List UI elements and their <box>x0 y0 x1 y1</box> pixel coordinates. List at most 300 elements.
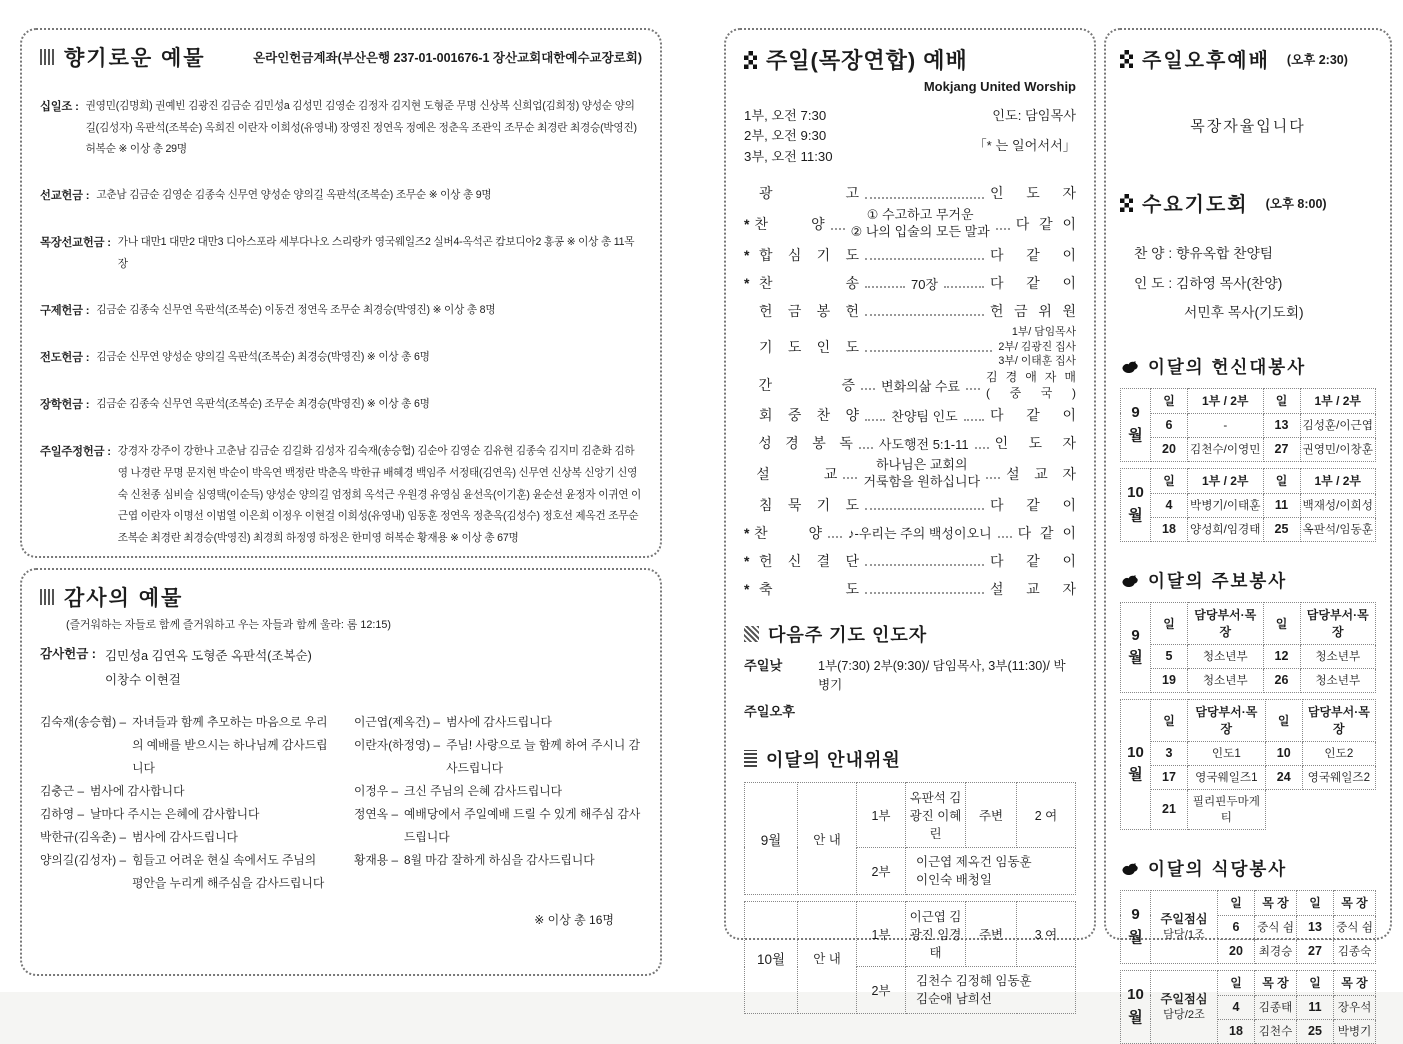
dedication-title: 이달의 헌신대봉사 <box>1148 356 1307 377</box>
servers-cell: 백재성/이희성 <box>1300 493 1376 517</box>
col-header: 담당부서·목장 <box>1188 699 1266 741</box>
note <box>354 849 642 872</box>
wednesday-time: (오후 8:00) <box>1265 196 1327 211</box>
ushers-table <box>744 901 1076 1014</box>
dept-cell: 청소년부 <box>1188 644 1264 668</box>
order-row-benediction <box>744 575 1076 603</box>
dotted-leader <box>859 438 873 449</box>
next-week-day-row <box>744 655 1076 693</box>
order-label: 침 묵 기 도 <box>759 496 859 513</box>
prayer-leader-2: 2부/ 김광진 집사 <box>998 340 1076 353</box>
order-row-commitment <box>744 547 1076 575</box>
dotted-leader <box>865 188 984 199</box>
duty-cell: 안 내 <box>798 902 857 1014</box>
day-cell: 19 <box>1151 668 1188 692</box>
servers-cell: 양성희/임경태 <box>1188 517 1264 541</box>
note <box>354 780 642 803</box>
dining-table-sep <box>1120 890 1376 964</box>
empty-cell <box>1302 789 1375 829</box>
thanks-total: ※ 이상 총 16명 <box>534 912 614 927</box>
col-header: 일 <box>1151 468 1188 493</box>
hymn-number: 70장 <box>910 276 939 292</box>
col-header: 목 장 <box>1334 970 1376 995</box>
order-row-silent-prayer <box>744 491 1076 519</box>
wednesday-title: 수요기도회 <box>1142 194 1249 216</box>
order-label: 헌 신 결 단 <box>759 552 859 569</box>
col-header: 일 <box>1151 388 1188 413</box>
thanks-verse: (즐거워하는 자들로 함께 즐거워하고 우는 자들과 함께 울라: 롬 12:15) <box>66 619 391 631</box>
offering-label: 십일조 : <box>40 101 79 113</box>
ushers-header <box>744 746 1076 772</box>
dove-icon <box>1120 572 1139 589</box>
note-who: 이근엽(제옥건) – <box>354 714 441 729</box>
note-who: 김하영 – <box>40 806 85 821</box>
service-part: 1부 <box>857 902 906 967</box>
day-cell: 21 <box>1151 789 1188 829</box>
dove-icon <box>1120 358 1139 375</box>
worship-title: 주일(목장연합) 예배 <box>766 48 968 73</box>
dept-cell: 청소년부 <box>1300 644 1376 668</box>
thanks-notes-right <box>354 711 642 895</box>
dept-cell: 영국웨일즈1 <box>1188 765 1266 789</box>
dining-table-oct <box>1120 970 1376 1044</box>
note-who: 황재용 – <box>354 852 399 867</box>
offering-label: 전도헌금 : <box>40 351 90 364</box>
dept-cell: 영국웨일즈2 <box>1302 765 1375 789</box>
month-unit: 월 <box>1128 649 1143 667</box>
stand-note: 「* 는 일어서서」 <box>973 138 1076 154</box>
lunch-duty-cell <box>1151 970 1218 1043</box>
note <box>354 711 642 734</box>
offering-label: 구제헌금 : <box>40 304 90 317</box>
offering-label: 장학헌금 : <box>40 398 90 411</box>
dining-title: 이달의 식당봉사 <box>1148 858 1288 879</box>
table-row <box>1121 468 1376 493</box>
order-row-prayer-leading <box>744 325 1076 369</box>
next-week-header <box>744 621 1076 647</box>
thanks-names-line1: 김민성a 김연옥 도형준 옥판석(조복순) <box>104 649 312 663</box>
worship-meta <box>744 106 1076 167</box>
col-header: 일 <box>1263 602 1300 644</box>
offering-item-tithe <box>40 96 642 161</box>
note-text: 범사에 감사드립니다 <box>446 714 552 729</box>
mokjang-cell: 김종태 <box>1255 995 1297 1019</box>
wednesday-header <box>1120 188 1376 217</box>
right-panel <box>1104 28 1392 1039</box>
service-time-1: 1부, 오전 7:30 <box>744 108 827 123</box>
thanks-header <box>40 582 642 612</box>
hatch-icon <box>744 626 759 642</box>
table-row <box>1121 741 1376 765</box>
prayer-leaders <box>998 325 1076 369</box>
col-header: 일 <box>1218 890 1255 915</box>
order-label: 광 고 <box>759 185 859 202</box>
bulletin-title: 이달의 주보봉사 <box>1148 570 1288 591</box>
day-cell: 4 <box>1218 995 1255 1019</box>
table-row <box>1121 437 1376 461</box>
order-label: 축 도 <box>759 580 859 597</box>
month-cell <box>1121 468 1151 541</box>
next-week-section <box>744 621 1076 720</box>
usher-names: 이근엽 김광진 임경태 <box>906 902 966 967</box>
checker-icon <box>1120 194 1133 212</box>
mokjang-cell: 최경승 <box>1255 939 1297 963</box>
dotted-leader <box>865 410 885 421</box>
table-row <box>1121 413 1376 437</box>
day-cell: 17 <box>1151 765 1188 789</box>
dedication-table-sep <box>1120 388 1376 462</box>
song-line2: ② 나의 입술의 모든 말과 <box>850 224 990 240</box>
day-cell: 24 <box>1265 765 1302 789</box>
note-text: 자녀들과 함께 추모하는 마음으로 우리의 예배를 받으시는 하나님께 감사드립니다 <box>132 714 328 775</box>
extra-count: 2 여 <box>1017 782 1076 847</box>
worship-leader: 인도: 담임목사 <box>992 108 1076 123</box>
order-label: 회 중 찬 양 <box>759 407 859 424</box>
servers-cell: - <box>1188 413 1264 437</box>
next-week-label: 주일낮 <box>744 657 783 673</box>
day-cell: 20 <box>1151 437 1188 461</box>
note <box>40 803 328 826</box>
offering-names: 가나 대만1 대만2 대만3 디아스포라 세부다나오 스리랑카 영국웨일즈2 실버4-옥석곤 캄보디아2 홍콩 ※ 이상 총 11목장 <box>117 236 635 270</box>
servers-cell: 박병기/이태훈 <box>1188 493 1264 517</box>
note <box>40 780 328 803</box>
service-time-2: 2부, 오전 9:30 <box>744 128 827 144</box>
day-cell: 13 <box>1263 413 1300 437</box>
day-cell: 5 <box>1151 644 1188 668</box>
day-cell: 27 <box>1297 939 1334 963</box>
star: * <box>744 216 750 233</box>
dotted-leader <box>996 219 1010 230</box>
next-week-label: 주일오후 <box>744 703 795 719</box>
dotted-leader <box>964 410 984 421</box>
thanks-title: 감사의 예물 <box>64 587 184 610</box>
day-cell: 10 <box>1265 741 1302 765</box>
dotted-leader <box>865 500 984 511</box>
offering-names: 김금순 김종숙 신무연 옥판석(조복순) 조무순 최경승(박영진) ※ 이상 총 6명 <box>96 397 430 410</box>
order-row-congregation-praise <box>744 401 1076 429</box>
offering-label: 선교헌금 : <box>40 190 90 203</box>
afternoon-note: 목장자율입니다 <box>1190 118 1306 135</box>
offering-names: 고춘남 김금순 김영순 김종숙 신무연 양성순 양의길 옥판석(조복순) 조무순 ※ 이상 총 9명 <box>96 189 492 202</box>
online-account: 온라인헌금계좌(부산은행 237-01-001676-1 장산교회대한예수교장로회) <box>253 51 642 65</box>
day-cell: 27 <box>1263 437 1300 461</box>
service-times <box>744 106 833 167</box>
dept-cell: 청소년부 <box>1188 668 1264 692</box>
month-cell: 10월 <box>745 902 798 1014</box>
afternoon-header <box>1120 44 1376 73</box>
mokjang-cell: 박병기 <box>1334 1019 1376 1043</box>
month-unit: 월 <box>1128 426 1143 444</box>
col-header: 일 <box>1263 468 1300 493</box>
wednesday-leader2: 서민후 목사(기도회) <box>1184 305 1304 321</box>
order-label: 기 도 인 도 <box>759 338 859 355</box>
note <box>354 734 642 780</box>
order-detail <box>851 207 990 241</box>
col-header: 일 <box>1151 699 1188 741</box>
bulletin-table-sep <box>1120 602 1376 693</box>
sermon-title <box>863 457 980 491</box>
day-cell: 6 <box>1218 915 1255 939</box>
checker-icon <box>1120 50 1133 68</box>
lunch-duty-cell <box>1151 890 1218 963</box>
note <box>40 711 328 780</box>
note <box>40 826 328 849</box>
ushers-section <box>744 746 1076 1015</box>
duty-cell: 안 내 <box>798 782 857 894</box>
order-row-announcements <box>744 179 1076 207</box>
table-row <box>1121 668 1376 692</box>
day-cell: 4 <box>1151 493 1188 517</box>
offerings-header <box>40 42 642 72</box>
order-of-worship <box>744 179 1076 603</box>
order-label: 간 증 <box>758 377 856 394</box>
mokjang-cell: 김종숙 <box>1334 939 1376 963</box>
month-unit: 월 <box>1128 928 1143 946</box>
star: * <box>744 275 750 292</box>
offering-names: 권영민(김명희) 권예빈 김광진 김금순 김민성a 김성민 김영순 김정자 김지현 도형준 무명 신상복 신희업(김희정) 양성순 양의길(김성자) 옥판석(조복순) 옥희진 이란자 이희성(유영내) 장영진 정연옥 정예은 정춘옥 조관익 조무순 최경란 최경승(박영진) 허복순 ※ 이상 총 29명 <box>85 100 637 156</box>
worship-panel <box>724 28 1096 1007</box>
wednesday-details <box>1134 239 1376 328</box>
col-header: 1부 / 2부 <box>1188 388 1264 413</box>
wednesday-praise: 찬 양 : 향유옥합 찬양팀 <box>1134 246 1274 261</box>
day-cell: 25 <box>1263 517 1300 541</box>
prayer-leader-1: 1부/ 담임목사 <box>1011 326 1076 339</box>
col-header: 1부 / 2부 <box>1300 388 1376 413</box>
prayer-leader-3: 3부/ 이태훈 집사 <box>998 355 1076 368</box>
thanks-offering-row <box>40 644 642 693</box>
dedication-table-oct <box>1120 468 1376 542</box>
note-text: 날마다 주시는 은혜에 감사합니다 <box>90 806 260 821</box>
table-row <box>1121 517 1376 541</box>
mokjang-cell: 중식 쉼 <box>1255 915 1297 939</box>
checker-icon <box>744 51 757 69</box>
col-header: 일 <box>1297 890 1334 915</box>
stripes-icon <box>40 49 55 65</box>
lunch-duty-line2: 담당/1조 <box>1163 928 1205 941</box>
col-header: 담당부서·목장 <box>1302 699 1375 741</box>
order-row-united-prayer <box>744 241 1076 269</box>
dotted-leader <box>944 278 984 289</box>
dedication-header <box>1120 354 1376 379</box>
scripture-reference: 사도행전 5:1-11 <box>878 436 969 452</box>
offering-names: 김금순 신무연 양성순 양의길 옥판석(조복순) 최경승(박영진) ※ 이상 총 6명 <box>96 350 430 363</box>
dotted-leader <box>865 556 984 567</box>
note-text: 크신 주님의 은혜 감사드립니다 <box>404 783 563 798</box>
note-text: 주님! 사랑으로 늘 함께 하여 주시니 감사드립니다 <box>446 737 640 775</box>
worship-header <box>744 44 1076 75</box>
note-text: 범사에 감사합니다 <box>90 783 185 798</box>
month-number: 9 <box>1131 906 1140 924</box>
day-cell: 6 <box>1151 413 1188 437</box>
offering-item-evangelism <box>40 347 642 370</box>
thanks-notes-left <box>40 711 328 895</box>
day-cell: 11 <box>1263 493 1300 517</box>
service-part: 2부 <box>857 967 906 1014</box>
order-by: 다 같 이 <box>1015 216 1077 233</box>
star: * <box>744 552 750 569</box>
dotted-leader <box>986 469 1000 480</box>
note-text: 힘들고 어려운 현실 속에서도 주님의 평안을 누리게 해주심을 감사드립니다 <box>132 852 325 890</box>
bulletin-table-oct <box>1120 699 1376 830</box>
extra-label: 주변 <box>966 902 1017 967</box>
day-cell: 3 <box>1151 741 1188 765</box>
day-cell: 20 <box>1218 939 1255 963</box>
month-unit: 월 <box>1128 766 1143 784</box>
testimony-by <box>986 369 1076 401</box>
mokjang-cell: 중식 쉼 <box>1334 915 1376 939</box>
bars-icon <box>744 750 757 767</box>
day-cell: 12 <box>1263 644 1300 668</box>
dept-cell: 청소년부 <box>1300 668 1376 692</box>
stripes-icon <box>40 589 55 605</box>
day-cell: 11 <box>1297 995 1334 1019</box>
lunch-duty-line2: 담당/2조 <box>1163 1008 1205 1021</box>
afternoon-title: 주일오후예배 <box>1142 50 1270 72</box>
offerings-title: 향기로운 예물 <box>64 47 206 70</box>
dotted-leader <box>865 584 984 595</box>
mokjang-cell: 김천수 <box>1255 1019 1297 1043</box>
dining-header <box>1120 856 1376 881</box>
table-row <box>1121 644 1376 668</box>
month-number: 10 <box>1127 484 1144 502</box>
note-who: 정연옥 – <box>354 806 399 821</box>
extra-label: 주변 <box>966 782 1017 847</box>
order-label: 합 심 기 도 <box>759 247 859 264</box>
service-part: 1부 <box>857 782 906 847</box>
note-text: 범사에 감사드립니다 <box>132 829 238 844</box>
song-line1: ① 수고하고 무거운 <box>866 207 974 223</box>
next-week-title: 다음주 기도 인도자 <box>768 624 928 645</box>
day-cell: 18 <box>1218 1019 1255 1043</box>
table-row <box>1121 890 1376 915</box>
order-label: 성 경 봉 독 <box>758 435 853 452</box>
empty-cell <box>1265 789 1302 829</box>
table-row <box>1121 970 1376 995</box>
note-text: 8월 마감 잘하게 하심을 감사드립니다 <box>404 852 595 867</box>
month-cell <box>1121 890 1151 963</box>
table-row <box>745 902 1076 967</box>
mokjang-cell: 장우석 <box>1334 995 1376 1019</box>
col-header: 일 <box>1265 699 1302 741</box>
order-row-testimony <box>744 369 1076 401</box>
servers-cell: 김성훈/이근엽 <box>1300 413 1376 437</box>
order-label: 설 교 <box>756 466 838 483</box>
order-row-praise2 <box>744 519 1076 547</box>
service-time-3: 3부, 오전 11:30 <box>744 148 833 164</box>
order-row-scripture <box>744 429 1076 457</box>
order-label: 찬 양 <box>754 216 825 233</box>
order-by: 설 교 자 <box>1006 466 1076 483</box>
note-who: 이정우 – <box>354 783 399 798</box>
offering-item-mokjang-mission <box>40 232 642 275</box>
sermon-title-line2: 거룩함을 원하십니다 <box>863 474 981 490</box>
thanks-names-line2: 이창수 이현걸 <box>104 673 181 688</box>
servers-cell: 권영민/이창훈 <box>1300 437 1376 461</box>
col-header: 담당부서·목장 <box>1300 602 1376 644</box>
afternoon-time: (오후 2:30) <box>1286 52 1348 67</box>
month-cell <box>1121 970 1151 1043</box>
lunch-duty-line1: 주일점심 <box>1160 911 1208 926</box>
usher-names-line2: 이인숙 배청일 <box>916 873 992 888</box>
day-cell: 25 <box>1297 1019 1334 1043</box>
note <box>40 849 328 895</box>
order-row-sermon <box>744 457 1076 491</box>
offering-label: 주일주정헌금 : <box>40 446 111 459</box>
table-row <box>1121 789 1376 829</box>
dept-cell: 필리핀두마게티 <box>1188 789 1266 829</box>
col-header: 일 <box>1218 970 1255 995</box>
star: * <box>744 247 750 264</box>
service-part: 2부 <box>857 847 906 894</box>
dove-icon <box>1120 860 1139 877</box>
star: * <box>744 524 750 541</box>
order-label: 헌 금 봉 헌 <box>759 303 859 320</box>
thanks-panel <box>20 568 662 976</box>
dept-cell: 인도2 <box>1302 741 1375 765</box>
order-by: 인 도 자 <box>994 435 1077 452</box>
dotted-leader <box>975 438 989 449</box>
next-week-leaders: 1부(7:30) 2부(9:30)/ 담임목사, 3부(11:30)/ 박병기 <box>818 658 1066 692</box>
month-number: 10 <box>1127 986 1144 1004</box>
thanks-offering-names <box>105 644 312 693</box>
order-by: 헌 금 위 원 <box>990 303 1076 320</box>
order-row-praise1 <box>744 207 1076 241</box>
usher-names <box>906 967 1076 1014</box>
testimony-topic: 변화의삶 수료 <box>881 378 960 394</box>
col-header: 목 장 <box>1255 890 1297 915</box>
offerings-panel <box>20 28 662 558</box>
note <box>354 803 642 849</box>
order-row-offering <box>744 297 1076 325</box>
month-number: 9 <box>1131 626 1140 644</box>
col-header: 1부 / 2부 <box>1300 468 1376 493</box>
sermon-title-line1: 하나님은 교회의 <box>876 457 968 473</box>
table-row <box>745 782 1076 847</box>
dotted-leader <box>831 219 845 230</box>
col-header: 목 장 <box>1334 890 1376 915</box>
order-by: 다 같 이 <box>990 552 1076 569</box>
order-by: 다 같 이 <box>990 247 1076 264</box>
dotted-leader <box>998 528 1012 539</box>
note-who: 양의길(김성자) – <box>40 852 127 867</box>
col-header: 일 <box>1297 970 1334 995</box>
table-row <box>1121 699 1376 741</box>
month-cell <box>1121 699 1151 829</box>
closing-song: ♪-우리는 주의 백성이오니 <box>848 526 992 542</box>
thanks-notes <box>40 711 642 895</box>
order-by: 다 같 이 <box>990 496 1076 513</box>
day-cell: 26 <box>1263 668 1300 692</box>
servers-cell: 옥판석/임동훈 <box>1300 517 1376 541</box>
note-text: 예배당에서 주일예배 드릴 수 있게 해주심 감사드립니다 <box>404 806 641 844</box>
col-header: 목 장 <box>1255 970 1297 995</box>
note-who: 이란자(하정영) – <box>354 737 441 752</box>
col-header: 담당부서·목장 <box>1188 602 1264 644</box>
day-cell: 18 <box>1151 517 1188 541</box>
testimony-country: ( 중 국 ) <box>986 386 1076 401</box>
col-header: 일 <box>1263 388 1300 413</box>
order-by: 다 같 이 <box>990 275 1076 292</box>
usher-names-line2: 김순애 남희선 <box>916 992 992 1007</box>
praise-team-note: 찬양팀 인도 <box>891 408 958 424</box>
wednesday-leader: 인 도 : 김하영 목사(찬양) <box>1134 275 1283 291</box>
lunch-duty-line1: 주일점심 <box>1160 991 1208 1006</box>
dotted-leader <box>843 469 857 480</box>
note-who: 김숙재(송승협) – <box>40 714 127 729</box>
usher-names: 옥판석 김광진 이혜린 <box>906 782 966 847</box>
ushers-title: 이달의 안내위원 <box>766 749 901 770</box>
offering-label: 목장선교헌금 : <box>40 237 111 250</box>
